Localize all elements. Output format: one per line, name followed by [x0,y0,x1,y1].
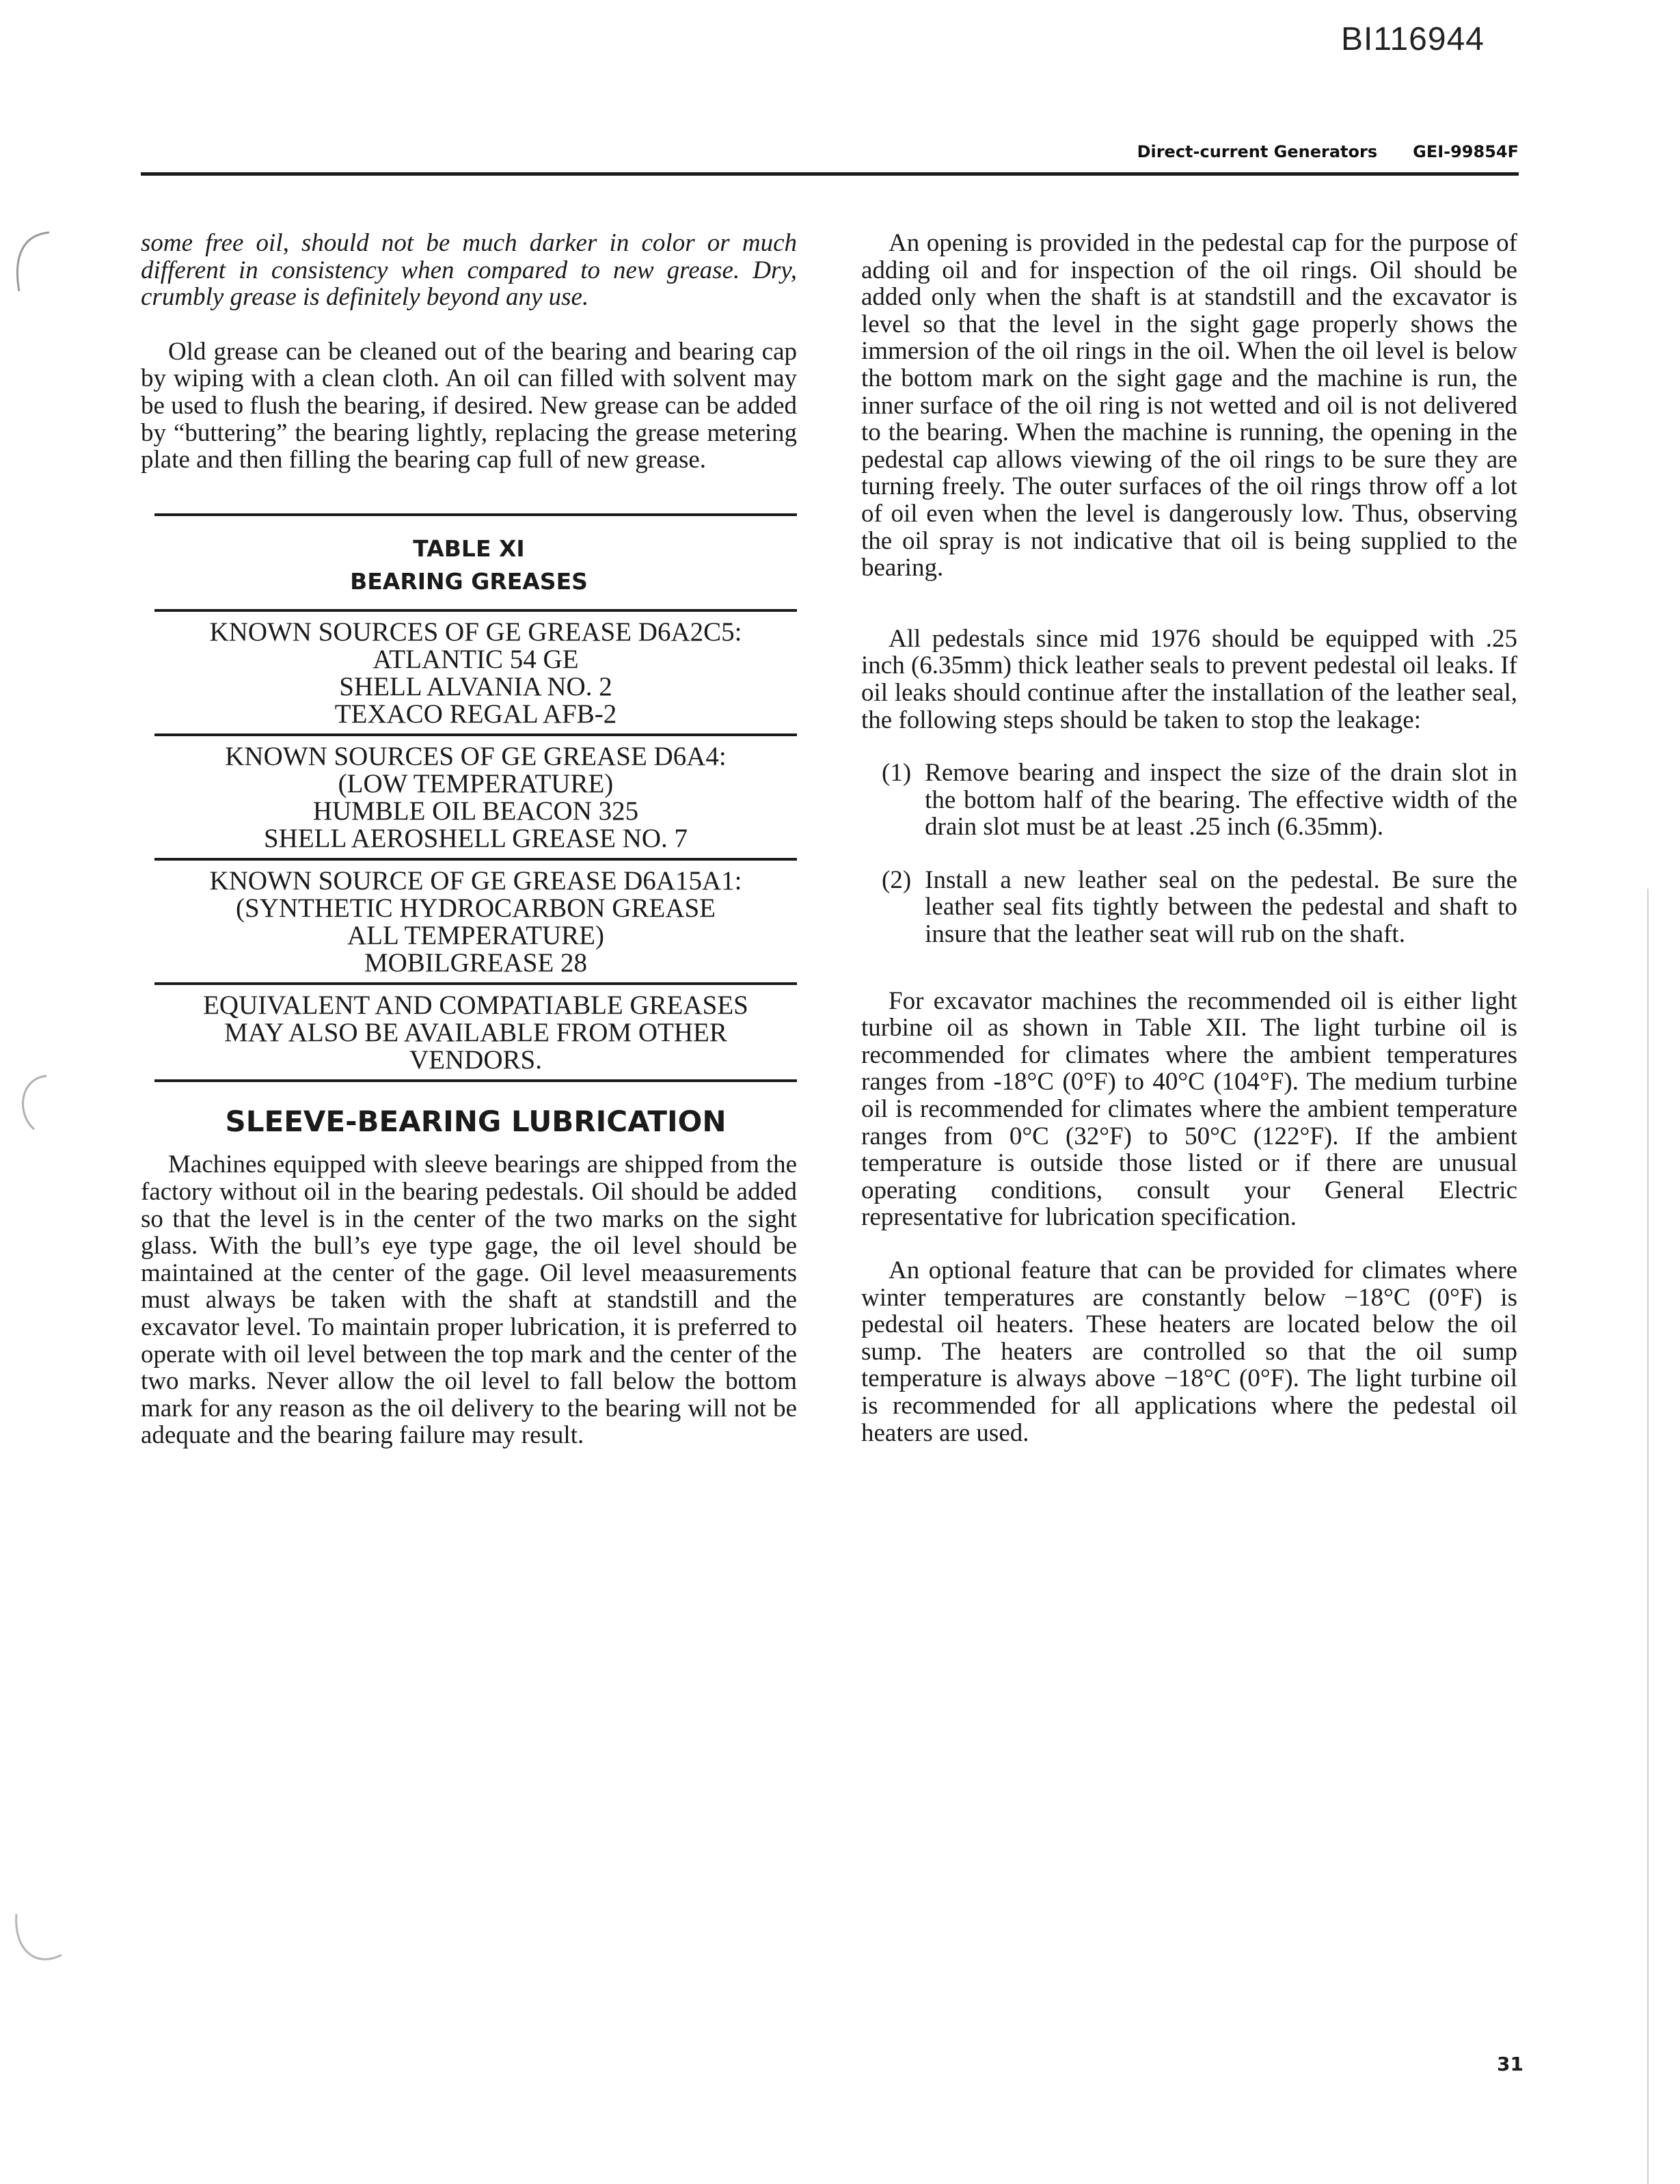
header-code: GEI-99854F [1413,142,1519,161]
table-row-line: VENDORS. [409,1044,542,1075]
opening-paragraph: An opening is provided in the pedestal cap for the purpose of adding oil and for inspection of the oil rings. Oil should be added only when the shaft is at standstill and the excavator is level so that the level in the sight gage properly shows the immersion of the oil rings in the oil. When the oil level is below the bottom mark on the sight gage and the machine is run, the inner surface of the oil ring is not wetted and oil is not delivered to the bearing. When the machine is running, the opening in the pedestal cap allows viewing of the oil rings to be sure they are turning freely. The outer surfaces of the oil rings throw off a lot of oil even when the level is dangerously low. Thus, observing the oil spray is not indicative that oil is being supplied to the bearing. [861,229,1517,582]
binding-hole-mark [7,226,55,301]
table-row-line: ALL TEMPERATURE) [347,920,604,950]
table-row-line: SHELL AEROSHELL GREASE NO. 7 [263,823,688,853]
intro-italic-paragraph: some free oil, should not be much darker in color or much different in consistency when compared to new grease. Dry, crumbly grease is definitely beyond any use. [141,229,797,312]
sleeve-bearing-paragraph: Machines equipped with sleeve bearings are shipped from the factory without oil in the bearing pedestals. Oil should be added so that the level is in the center of the two marks on the sight glass. With the bull’s eye type gage, the oil level should be maintained at the center of the gage. Oil level meaasurements must always be taken with the shaft at standstill and the excavator level. To maintain proper lubrication, it is preferred to operate with oil level between the top mark and the center of the two marks. Never allow the oil level to fall below the bottom mark for any reason as the oil delivery to the bearing will not be adequate and the bearing failure may result. [141,1150,797,1450]
table-row-line: (LOW TEMPERATURE) [338,768,614,798]
table-row-line: KNOWN SOURCES OF GE GREASE D6A4: [225,741,727,771]
table-row-line: KNOWN SOURCE OF GE GREASE D6A15A1: [209,865,742,895]
table-row [141,612,797,733]
oil-heaters-paragraph: An optional feature that can be provided for climates where winter temperatures are constantly below −18°C (0°F) is pedestal oil heaters. These heaters are located below the oil sump. The heaters are controlled so that the oil sump temperature is always above −18°C (0°F). The light turbine oil is recommended for all applications where the pedestal oil heaters are used. [861,1256,1517,1447]
table-rule [154,1079,797,1082]
section-heading: SLEEVE-BEARING LUBRICATION [225,1104,727,1138]
table-row-line: KNOWN SOURCES OF GE GREASE D6A2C5: [209,617,742,647]
table-row-line: EQUIVALENT AND COMPATIABLE GREASES [203,990,748,1020]
step-number: (1) [882,759,912,787]
table-row-line: MOBILGREASE 28 [364,947,588,978]
header-title: Direct-current Generators [1137,142,1378,161]
page-edge-shadow [1647,889,1649,2184]
table-row [141,736,797,858]
step-number: (2) [882,865,912,894]
old-grease-paragraph: Old grease can be cleaned out of the bearing and bearing cap by wiping with a clean cloth. An oil can filled with solvent may be used to flush the bearing, if desired. New grease can be added by “buttering” the bearing lightly, replacing the grease metering plate and then filling the bearing cap full of new grease. [141,337,797,474]
table-row-line: HUMBLE OIL BEACON 325 [312,796,639,826]
left-column [141,230,797,1449]
table-number: TABLE XI [413,535,525,562]
table-row-line: SHELL ALVANIA NO. 2 [339,671,612,701]
table-row-line: MAY ALSO BE AVAILABLE FROM OTHER [224,1017,727,1047]
table-row [141,861,797,982]
table-row [141,985,797,1079]
document-id: BI116944 [1341,21,1485,57]
binding-hole-mark [7,1066,55,1142]
list-item [861,867,1517,948]
excavator-oil-paragraph: For excavator machines the recommended oil is either light turbine oil as shown in Table XII. The light turbine oil is recommended for climates where the ambient temperatures ranges from -18°C (0°F) to 40°C (104°F). The medium turbine oil is recommended for climates where the ambient temperature ranges from 0°C (32°F) to 50°C (122°F). If the ambient temperature is outside those listed or if there are unusual operating conditions, consult your General Electric representative for lubrication specification. [861,986,1517,1232]
right-column [861,230,1517,1446]
step-text: Remove bearing and inspect the size of the drain slot in the bottom half of the bearing. The effective width of the drain slot must be at least .25 inch (6.35mm). [925,759,1517,841]
table-title: BEARING GREASES [350,567,588,595]
bearing-greases-table [141,513,797,1082]
binding-hole-mark [7,1907,68,1982]
list-item [861,759,1517,841]
header-rule [141,172,1519,176]
table-row-line: ATLANTIC 54 GE [372,644,579,674]
page-number: 31 [1497,2053,1523,2075]
table-row-line: TEXACO REGAL AFB-2 [334,699,617,729]
pedestals-paragraph: All pedestals since mid 1976 should be equipped with .25 inch (6.35mm) thick leather seals to prevent pedestal oil leaks. If oil leaks should continue after the installation of the leather seal, the following steps should be taken to stop the leakage: [861,624,1517,734]
step-text: Install a new leather seal on the pedestal. Be sure the leather seal fits tightly between the pedestal and shaft to insure that the leather seat will rub on the shaft. [925,865,1517,949]
table-row-line: (SYNTHETIC HYDROCARBON GREASE [235,893,716,923]
running-header [1137,142,1519,161]
